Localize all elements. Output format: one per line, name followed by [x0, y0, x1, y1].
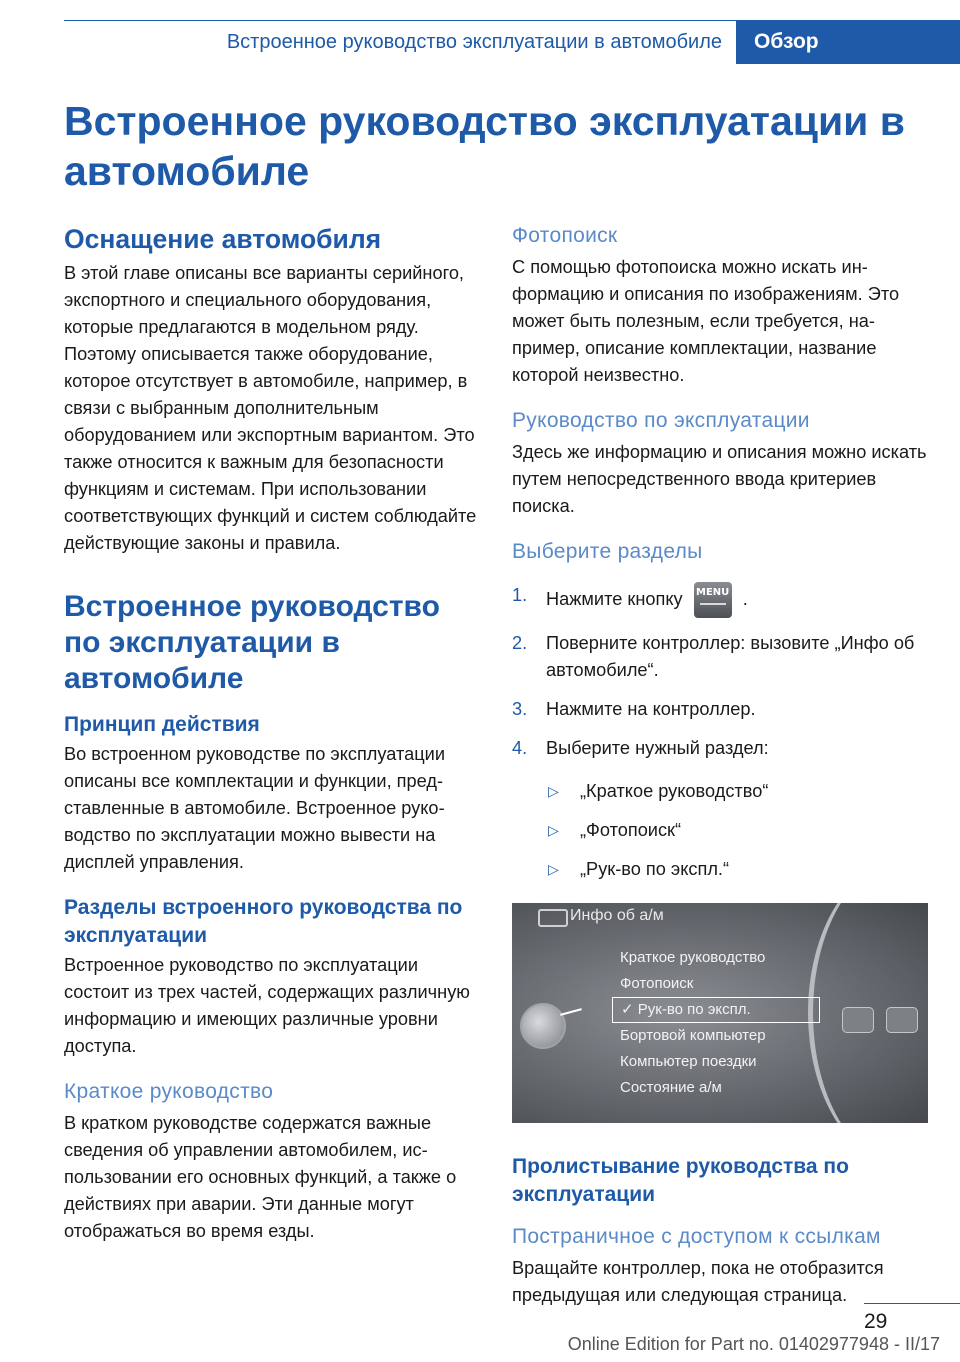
page-title: Встроенное руководство эксплуатации в автомобиле — [64, 98, 905, 194]
screen-title: Инфо об а/м — [570, 907, 664, 924]
header-chapter-tab: Обзор — [736, 20, 960, 64]
step-item — [512, 630, 928, 684]
triangle-bullet-icon: ▷ — [548, 822, 559, 838]
step-item — [512, 696, 928, 723]
sub-item: ▷ „Фотопоиск“ — [512, 817, 928, 844]
menu-button-icon — [694, 582, 732, 618]
screen-menu-item: Краткое руководство — [620, 949, 766, 966]
sub-items-list — [512, 778, 928, 883]
quick-guide-text: В кратком руководстве содержатся важные сведения об управлении автомобилем, использовании его основных функций, а также о действиях при аварии. Эти данные могут отображаться во время езды. — [64, 1113, 457, 1241]
sections-text: Встроенное руководство по эксплуатации состоит из трех частей, содержащих различную информацию и имеющих различные уровни доступа. — [64, 955, 470, 1056]
quick-guide-heading: Краткое руководство — [64, 1080, 274, 1103]
principle-text: Во встроенном руководстве по эксплуатации описаны все комплектации и функции, представленные в автомобиле. Встроенное руководство по эксплуатации можно вывести на дисплей управления. — [64, 744, 445, 872]
step-number: 4. — [512, 738, 528, 758]
header-section-title: Встроенное руководство эксплуатации в автомобиле — [64, 20, 736, 64]
screen-side-icon — [886, 1007, 918, 1033]
step-number: 1. — [512, 585, 528, 605]
browse-heading: Пролистывание руководства по эксплуатации — [512, 1155, 849, 1206]
photo-search-text: С помощью фотопоиска можно искать информацию и описания по изображениям. Это может быть полезным, если требуется, например, описание комплектации, название которой неизвестно. — [512, 257, 900, 385]
step-number: 3. — [512, 699, 528, 719]
idrive-screen-photo — [512, 903, 928, 1123]
page-by-page-heading: Постраничное с доступом к ссылкам — [512, 1225, 881, 1248]
step-text: Нажмите на контроллер. — [546, 699, 756, 719]
step-number: 2. — [512, 633, 528, 653]
equipment-heading: Оснащение автомобиля — [64, 224, 382, 254]
triangle-bullet-icon: ▷ — [548, 783, 559, 799]
manual-heading: Встроенное руководство по эксплуатации в автомобиле — [64, 590, 440, 695]
screen-menu-list — [612, 945, 820, 1101]
screen-menu-item: Фотопоиск — [620, 975, 694, 992]
right-column — [512, 222, 928, 1327]
equipment-text: В этой главе описаны все варианты серийного, экспортного и специального оборудования, которые предлагаются в модельном ряду. Поэтому описывается также оборудование, которое отсутствует в автомобиле, например, в связи с выбранным дополнительным оборудованием или экспортным вариантом. Это также относится к важным для безопасности функциям и системам. При использовании соответствующих функций и систем соблюдайте действующие законы и правила. — [64, 263, 477, 553]
step-text: Выберите нужный раздел: — [546, 738, 769, 758]
controller-knob-icon — [520, 1003, 566, 1049]
screen-menu-item: Состояние а/м — [620, 1079, 722, 1096]
sub-item: ▷ „Рук-во по экспл.“ — [512, 856, 928, 883]
step-item — [512, 582, 928, 618]
screen-menu-item: Бортовой компьютер — [620, 1027, 766, 1044]
pointer-line — [560, 1008, 582, 1016]
footer-divider — [864, 1303, 960, 1304]
step-text: Нажмите кнопку — [546, 588, 683, 609]
screen-menu-item-selected: ✓ Рук-во по экспл. — [612, 997, 820, 1023]
operating-manual-heading: Руководство по эксплуатации — [512, 409, 810, 432]
photo-search-heading: Фотопоиск — [512, 224, 618, 247]
edition-note: Online Edition for Part no. 01402977948 - II/17 — [567, 1334, 940, 1354]
check-icon: ✓ — [621, 1001, 634, 1018]
screen-side-icon — [842, 1007, 874, 1033]
step-text: Поверните контроллер: вызовите „Инфо об автомобиле“. — [546, 633, 915, 680]
car-info-icon — [538, 909, 568, 927]
select-sections-heading: Выберите разделы — [512, 540, 703, 563]
left-column — [64, 222, 480, 1263]
operating-manual-text: Здесь же информацию и описания можно искать путем непосредственного ввода критериев поиска. — [512, 442, 927, 516]
steps-list — [512, 582, 928, 762]
page-number: 29 — [864, 1310, 888, 1333]
step-item — [512, 735, 928, 762]
screen-menu-item: Компьютер поездки — [620, 1053, 757, 1070]
sections-heading: Разделы встроенного руководства по эксплуатации — [64, 896, 463, 947]
menu-button-label: MENU — [696, 587, 730, 598]
principle-heading: Принцип действия — [64, 713, 260, 736]
triangle-bullet-icon: ▷ — [548, 861, 559, 877]
page-by-page-text: Вращайте контроллер, пока не отобразится предыдущая или следующая страница. — [512, 1258, 884, 1305]
sub-item: ▷ „Краткое руководство“ — [512, 778, 928, 805]
step-text-end: . — [742, 588, 748, 609]
